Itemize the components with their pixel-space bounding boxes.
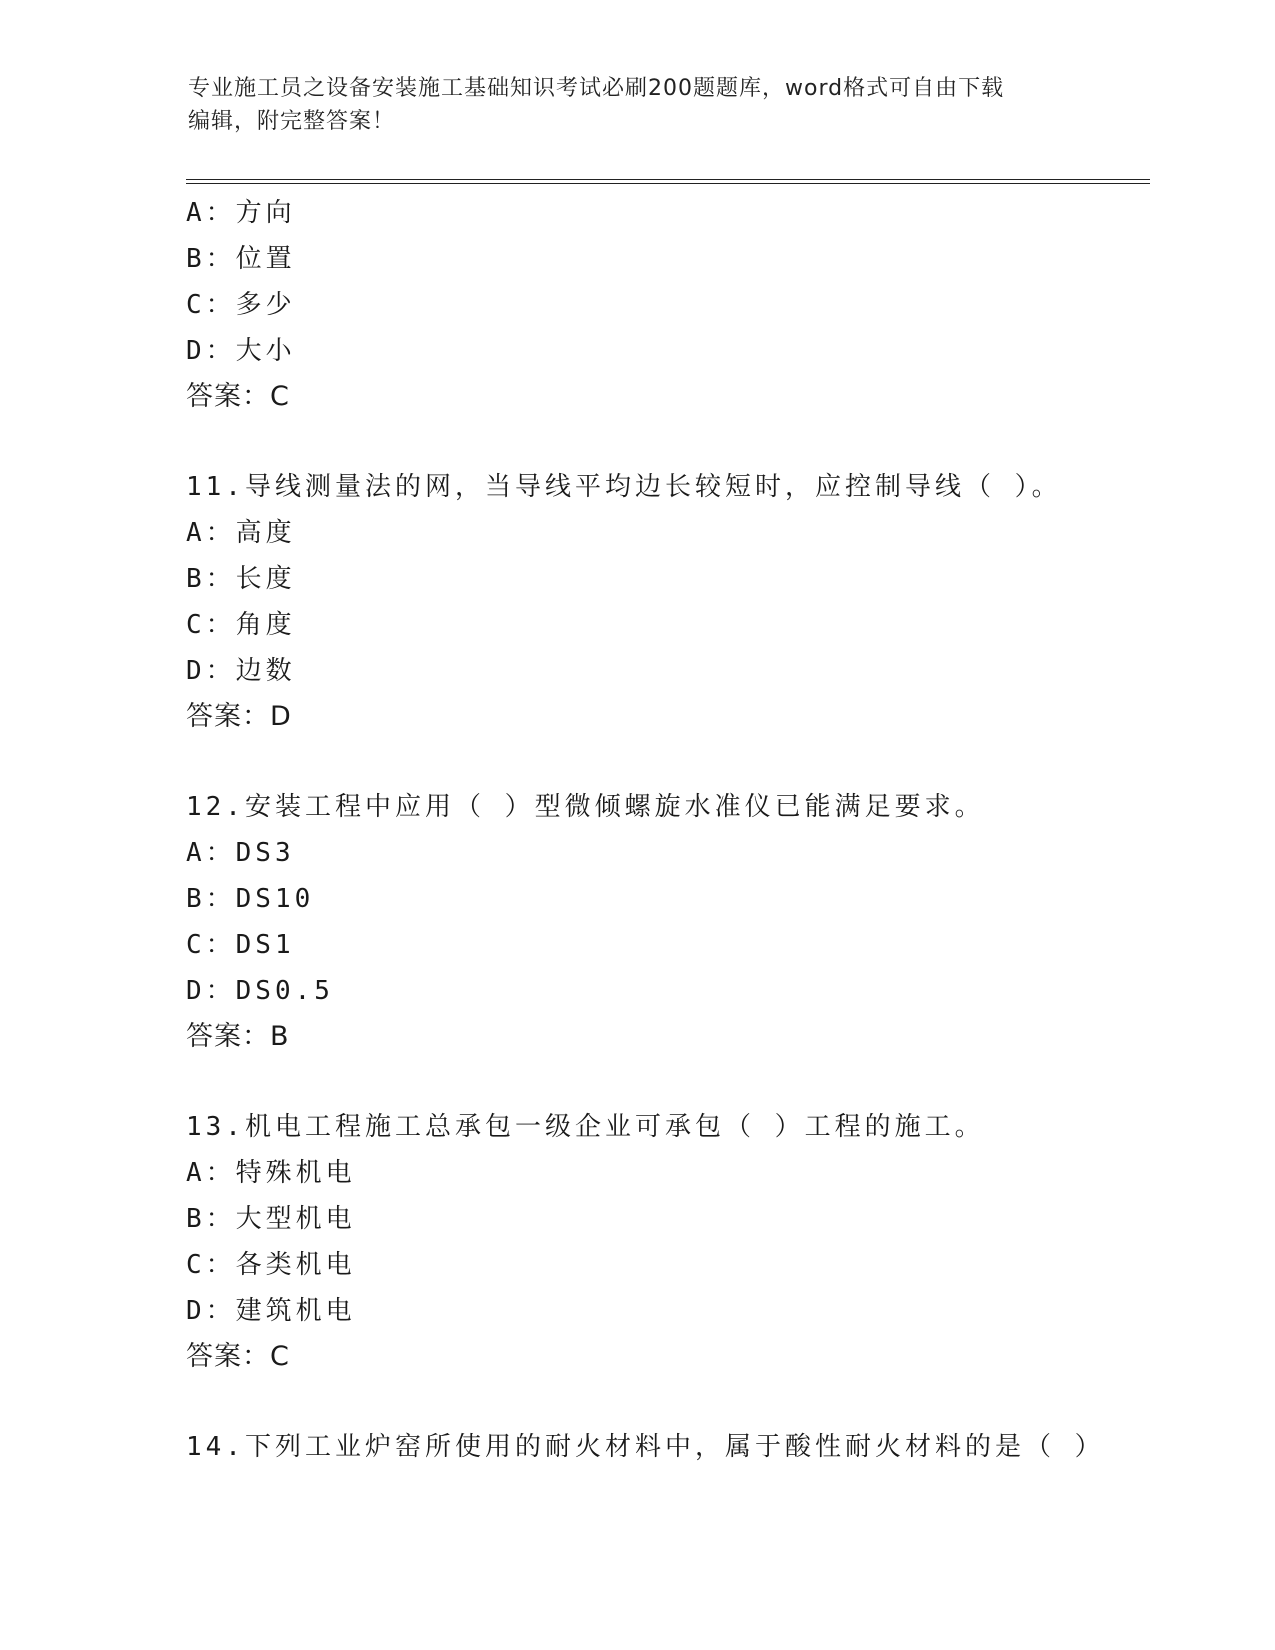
question-text: 11.导线测量法的网，当导线平均边长较短时，应控制导线（ ）。 [186, 472, 1062, 502]
option-d: D：大小 [186, 336, 296, 366]
option-a: A：特殊机电 [186, 1158, 356, 1188]
option-c: C：各类机电 [186, 1250, 356, 1280]
option-d: D：建筑机电 [186, 1296, 356, 1326]
answer-line: 答案：D [186, 701, 292, 732]
question-block-12 [186, 784, 1146, 1060]
question-block-11 [186, 464, 1146, 740]
question-block-14 [186, 1424, 1146, 1470]
option-a: A：高度 [186, 518, 296, 548]
question-block-10 [186, 190, 1146, 420]
answer-line: 答案：C [186, 1341, 290, 1372]
question-text: 14.下列工业炉窑所使用的耐火材料中，属于酸性耐火材料的是（ ） [186, 1432, 1105, 1462]
option-d: D：边数 [186, 656, 296, 686]
header-line-2: 编辑，附完整答案！ [188, 109, 396, 134]
option-a: A：DS3 [186, 838, 295, 868]
option-b: B：位置 [186, 244, 296, 274]
option-a: A：方向 [186, 198, 296, 228]
option-b: B：长度 [186, 564, 296, 594]
question-list [186, 190, 1146, 1470]
document-header [188, 72, 1088, 138]
option-b: B：大型机电 [186, 1204, 356, 1234]
answer-line: 答案：C [186, 381, 290, 412]
option-c: C：DS1 [186, 930, 295, 960]
option-d: D：DS0.5 [186, 976, 334, 1006]
option-c: C：多少 [186, 290, 296, 320]
question-block-13 [186, 1104, 1146, 1380]
header-line-1: 专业施工员之设备安装施工基础知识考试必刷200题题库，word格式可自由下载 [188, 76, 1005, 101]
answer-line: 答案：B [186, 1021, 290, 1052]
option-c: C：角度 [186, 610, 296, 640]
header-divider-top [186, 179, 1150, 180]
question-text: 12.安装工程中应用（ ）型微倾螺旋水准仪已能满足要求。 [186, 792, 985, 822]
header-divider-bottom [186, 183, 1150, 184]
question-text: 13.机电工程施工总承包一级企业可承包（ ）工程的施工。 [186, 1112, 985, 1142]
option-b: B：DS10 [186, 884, 315, 914]
